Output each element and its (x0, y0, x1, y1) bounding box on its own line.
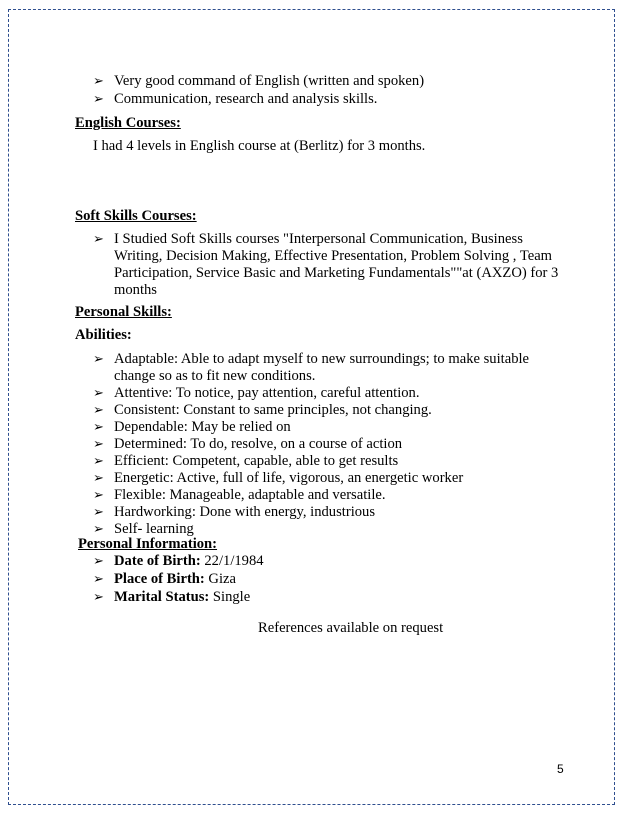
bullet-arrow-icon: ➢ (93, 352, 104, 367)
info-item-marital (114, 589, 250, 606)
bullet-arrow-icon: ➢ (93, 554, 104, 569)
ability-item: Self- learning (114, 521, 194, 537)
ability-item: Consistent: Constant to same principles, not changing. (114, 402, 432, 418)
info-label: Date of Birth: (114, 553, 201, 569)
soft-skills-line: Participation, Service Basic and Marketing Fundamentals""at (AXZO) for 3 (114, 265, 559, 281)
soft-skills-line: I Studied Soft Skills courses "Interpersonal Communication, Business (114, 231, 523, 247)
ability-item: Dependable: May be relied on (114, 419, 291, 435)
bullet-arrow-icon: ➢ (93, 437, 104, 452)
bullet-arrow-icon: ➢ (93, 232, 104, 247)
info-value: Single (209, 589, 251, 605)
communication-skill-item: Communication, research and analysis skills. (114, 91, 378, 107)
soft-skills-line: Writing, Decision Making, Effective Presentation, Problem Solving , Team (114, 248, 553, 264)
bullet-arrow-icon: ➢ (93, 471, 104, 486)
personal-skills-heading: Personal Skills: (75, 304, 172, 320)
personal-info-heading: Personal Information: (78, 536, 218, 552)
bullet-arrow-icon: ➢ (93, 505, 104, 520)
language-skill-item: Very good command of English (written and spoken) (114, 73, 425, 89)
soft-skills-line: months (114, 282, 157, 298)
references-note: References available on request (258, 620, 444, 636)
ability-item: Adaptable: Able to adapt myself to new surroundings; to make suitable (114, 351, 530, 367)
info-value: 22/1/1984 (200, 553, 264, 569)
soft-skills-heading: Soft Skills Courses: (75, 208, 197, 224)
ability-item: Efficient: Competent, capable, able to get results (114, 453, 399, 469)
ability-item: Attentive: To notice, pay attention, careful attention. (114, 385, 420, 401)
bullet-arrow-icon: ➢ (93, 403, 104, 418)
english-courses-heading: English Courses: (75, 115, 181, 131)
bullet-arrow-icon: ➢ (93, 488, 104, 503)
bullet-arrow-icon: ➢ (93, 386, 104, 401)
ability-item: Energetic: Active, full of life, vigorous, an energetic worker (114, 470, 464, 486)
bullet-arrow-icon: ➢ (93, 572, 104, 587)
bullet-arrow-icon: ➢ (93, 522, 104, 537)
info-item-dob (114, 553, 264, 570)
ability-item: Determined: To do, resolve, on a course of action (114, 436, 403, 452)
info-item-pob (114, 571, 236, 588)
page-number: 5 (557, 762, 564, 776)
bullet-arrow-icon: ➢ (93, 454, 104, 469)
bullet-arrow-icon: ➢ (93, 74, 104, 89)
ability-item-continued: change so as to fit new conditions. (114, 368, 316, 384)
ability-item: Hardworking: Done with energy, industrious (114, 504, 376, 520)
bullet-arrow-icon: ➢ (93, 92, 104, 107)
bullet-arrow-icon: ➢ (93, 590, 104, 605)
english-courses-text: I had 4 levels in English course at (Berlitz) for 3 months. (93, 138, 426, 154)
ability-item: Flexible: Manageable, adaptable and versatile. (114, 487, 386, 503)
bullet-arrow-icon: ➢ (93, 420, 104, 435)
info-label: Marital Status: (114, 589, 210, 605)
abilities-label: Abilities: (75, 327, 132, 343)
info-value: Giza (204, 571, 236, 587)
info-label: Place of Birth: (114, 571, 205, 587)
